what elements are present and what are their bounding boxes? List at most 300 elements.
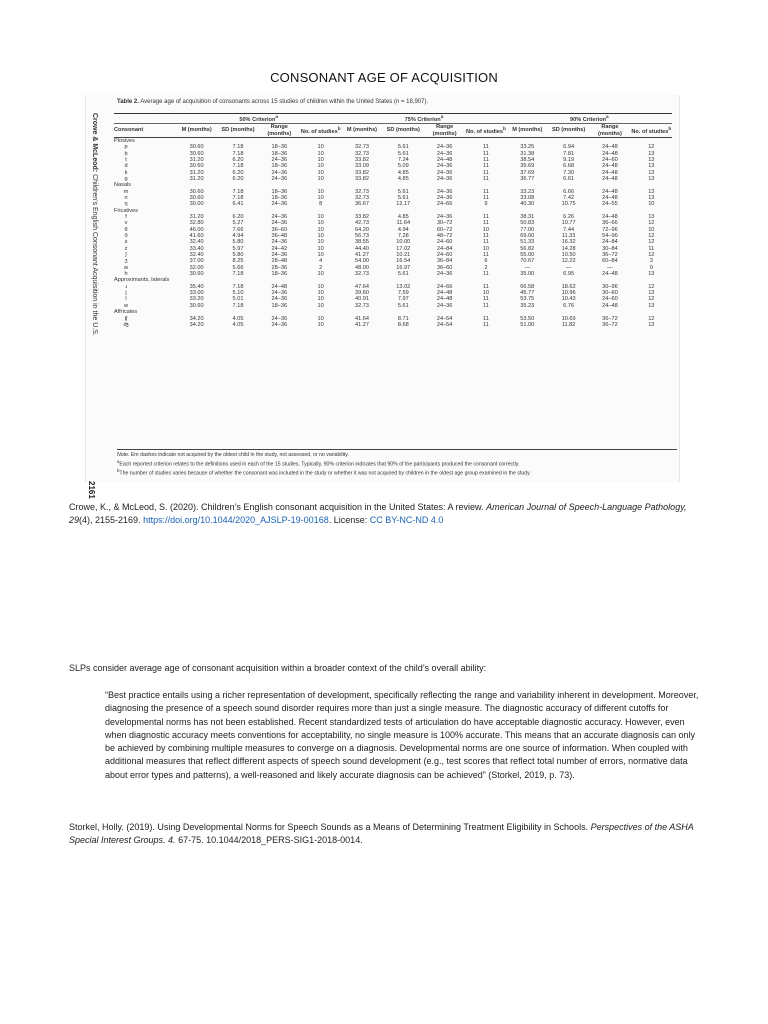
table-cell: 10.21 [396, 252, 411, 259]
table-cell: 11 [483, 156, 489, 163]
consonant-symbol: θ [124, 226, 128, 233]
table-cell: 6.20 [232, 169, 244, 176]
table-cell: 40.30 [520, 201, 535, 208]
table-cell: 5.80 [232, 239, 244, 246]
table-cell: 4.05 [232, 321, 244, 328]
table-cell: 30.60 [189, 163, 204, 170]
table-cell: 6.20 [232, 175, 244, 182]
table-cell: 24–36 [436, 271, 453, 278]
column-header: No. of studies$^b$ [465, 124, 506, 138]
citation-crowe-mcleod [69, 501, 709, 527]
table-cell: 12 [648, 239, 655, 246]
table-cell: 24–55 [602, 201, 618, 208]
spine-title: Children’s English Consonant Acquisition in the U.S. [91, 172, 98, 336]
table-cell: 31.20 [189, 214, 204, 221]
table-cell: 33.20 [189, 296, 204, 303]
table-cell: 11 [483, 214, 489, 221]
table-cell: 11 [483, 315, 489, 322]
consonant-symbol: f [125, 214, 127, 221]
table-cell: 24–36 [271, 156, 288, 163]
table-cell: 10 [317, 214, 324, 221]
table-cell: 7.18 [232, 163, 244, 170]
table-cell: 12 [648, 252, 655, 259]
consonant-symbol: t [125, 156, 127, 163]
column-header: No. of studies$^b$ [300, 124, 341, 138]
table-cell: 33.82 [354, 169, 369, 176]
consonant-symbol: ð [124, 233, 128, 240]
table-cell: 24–48 [602, 194, 618, 201]
acquisition-table [114, 113, 672, 328]
table-cell: 24–36 [436, 144, 453, 151]
table-cell: 37.00 [189, 258, 204, 265]
consonant-column-header: Consonant [114, 124, 176, 138]
table-cell: 11 [483, 188, 489, 195]
table-cell: 33.82 [354, 214, 369, 221]
table-cell: 10 [317, 169, 324, 176]
table-cell: 9.19 [563, 156, 575, 163]
table-cell: 32.40 [189, 252, 204, 259]
table-cell: 30.60 [189, 271, 204, 278]
table-cell: 10 [317, 271, 324, 278]
table-cell: 16.97 [396, 264, 411, 271]
table-cell: 32.73 [354, 150, 369, 157]
table-cell: 7.97 [397, 296, 409, 303]
table-cell: 4.94 [232, 233, 244, 240]
consonant-symbol: z [124, 245, 128, 252]
table-cell: 24–36 [436, 302, 453, 309]
table-cell: 6.20 [232, 214, 244, 221]
group-label: Nasals [114, 182, 132, 189]
table-cell: 6.94 [563, 144, 575, 151]
table-cell: 10 [317, 175, 324, 182]
table-cell: 24–48 [602, 214, 618, 221]
group-label: Fricatives [114, 207, 138, 214]
table-cell: 6.61 [563, 175, 575, 182]
column-header: Range (months) [424, 124, 465, 138]
citation1-authors: Crowe, K., & McLeod, S. (2020). Children’s English consonant acquisition in the United States: A review. [69, 502, 487, 512]
column-header: M (months) [341, 124, 382, 138]
spine-running-head [91, 113, 98, 336]
table-cell: 54–96 [602, 233, 618, 240]
table-cell: 48.00 [354, 264, 369, 271]
table-notes [117, 449, 677, 477]
table-cell: 24–36 [271, 252, 288, 259]
table-cell: — [565, 264, 572, 271]
consonant-symbol: d [124, 163, 128, 170]
table-cell: 8 [319, 201, 323, 208]
table-cell: 10 [317, 156, 324, 163]
table-cell: 11 [483, 220, 489, 227]
table-cell: 24–36 [271, 175, 288, 182]
table-cell: 34.20 [189, 315, 204, 322]
footnote-b: $^b$The number of studies varies because of whether the consonant was included in the study or whether it was not acquired by children in the oldest age group examined in the study. [117, 467, 531, 477]
table-cell: 56.73 [354, 233, 369, 240]
table-cell: 56.82 [520, 245, 535, 252]
consonant-symbol: v [124, 220, 128, 227]
table-cell: 4.05 [232, 315, 244, 322]
column-header: No. of studies$^b$ [631, 124, 672, 138]
table-cell: 30.60 [189, 194, 204, 201]
table-cell: 70.67 [520, 258, 535, 265]
group-label: Plosives [114, 137, 135, 144]
table-cell: 11 [483, 239, 489, 246]
table-cell: 3 [649, 258, 653, 265]
table-cell: 12 [648, 144, 655, 151]
table-cell: 10 [648, 226, 655, 233]
table-cell: 31.38 [520, 150, 535, 157]
table-cell: 5.61 [397, 144, 409, 151]
table-cell: 30–84 [602, 245, 618, 252]
table-cell: 11 [483, 321, 489, 328]
table-cell: 28–36 [271, 264, 288, 271]
table-cell: 6.20 [232, 156, 244, 163]
table-cell: 7.81 [563, 150, 575, 157]
table-cell: 35.40 [189, 283, 204, 290]
table-cell: 11 [483, 194, 489, 201]
table-cell: 6.26 [563, 214, 575, 221]
citation1-license-prefix: . License: [328, 515, 370, 525]
table-cell: 10 [317, 226, 324, 233]
table-cell: 37.69 [520, 169, 535, 176]
table-cell: 41.27 [354, 321, 369, 328]
table-cell: 38.55 [354, 239, 369, 246]
table-cell: 30–60 [602, 290, 618, 297]
table-cell: 9 [484, 201, 488, 208]
table-cell: 24–54 [436, 315, 453, 322]
consonant-symbol: w [123, 302, 129, 309]
scanned-table-figure [85, 95, 680, 499]
criterion-spacer [114, 114, 176, 124]
table-cell: 14.28 [561, 245, 576, 252]
table-cell: 24–84 [436, 245, 453, 252]
table-cell: 10 [482, 226, 490, 233]
table-cell: 66.58 [520, 283, 535, 290]
table-cell: 11.82 [561, 321, 576, 328]
table-cell: 50.83 [520, 220, 535, 227]
table-cell: 28–48 [271, 258, 288, 265]
consonant-symbol: p [124, 144, 128, 151]
table-cell: 12 [648, 283, 655, 290]
table-cell: 4.85 [397, 214, 409, 221]
table-cell: 36.67 [354, 201, 369, 208]
table-caption [117, 99, 428, 105]
table-cell: 10 [317, 163, 324, 170]
table-cell: 10 [317, 245, 324, 252]
table-cell: 7.18 [232, 188, 244, 195]
table-cell: 24–48 [602, 150, 618, 157]
table-cell: 24–36 [436, 214, 453, 221]
table-cell: 24–60 [436, 252, 453, 259]
table-cell: 2 [484, 264, 488, 271]
table-cell: 30.60 [189, 144, 204, 151]
table-cell: 30.60 [189, 150, 204, 157]
table-cell: 10.00 [396, 239, 411, 246]
table-cell: 18–36 [271, 302, 288, 309]
table-cell: 53.75 [520, 296, 535, 303]
table-cell: 11 [483, 163, 489, 170]
table-cell: 18.62 [561, 283, 576, 290]
table-cell: 31.20 [189, 169, 204, 176]
table-cell: 13 [648, 188, 655, 195]
column-header: M (months) [507, 124, 548, 138]
table-cell: 12 [648, 296, 655, 303]
table-cell: 13 [648, 290, 655, 297]
table-cell: 24–36 [436, 163, 453, 170]
table-cell: 24–48 [436, 296, 453, 303]
table-cell: 12 [648, 220, 655, 227]
table-cell: 11 [483, 175, 489, 182]
table-cell: 32.73 [354, 194, 369, 201]
table-cell: 24–66 [436, 283, 453, 290]
criterion-header: 50% Criterion$^a$ [176, 114, 341, 124]
consonant-symbol: ʃ [125, 252, 127, 259]
citation2-rest: 67-75. 10.1044/2018_PERS-SIG1-2018-0014. [175, 835, 363, 845]
table-cell: 24–36 [436, 150, 453, 157]
table-cell: 24–36 [271, 321, 288, 328]
table-cell: 10 [317, 296, 324, 303]
table-cell: 11 [483, 283, 489, 290]
table-cell: 32.73 [354, 302, 369, 309]
column-header: Range (months) [589, 124, 630, 138]
table-cell: 24–48 [436, 156, 453, 163]
citation2-journal: Perspectives of the ASHA Special Interest Groups. 4. [69, 822, 694, 845]
citation2-text: Storkel, Holly. (2019). Using Developmental Norms for Speech Sounds as a Means of Determining Treatment Eligibility in Schools. [69, 822, 591, 832]
table-cell: 10.77 [561, 220, 576, 227]
table-cell: 17.02 [396, 245, 411, 252]
table-cell: 36–72 [602, 321, 618, 328]
table-cell: 24–48 [602, 271, 618, 278]
table-cell: 36.77 [520, 175, 535, 182]
table-cell: 5.09 [397, 163, 409, 170]
table-cell: 10 [317, 144, 324, 151]
table-cell: 13 [648, 163, 655, 170]
table-cell: 7.44 [563, 226, 575, 233]
column-header: Range (months) [259, 124, 300, 138]
table-cell: 18–36 [271, 194, 288, 201]
consonant-symbol: ʤ [123, 321, 129, 328]
spine-authors: Crowe & McLeod: [91, 113, 98, 173]
consonant-symbol: s [124, 239, 128, 246]
table-cell: 16.54 [396, 258, 411, 265]
table-cell: 24–48 [602, 302, 618, 309]
column-header: SD (months) [383, 124, 424, 138]
table-cell: 24–36 [271, 201, 288, 208]
table-cell: 10.69 [561, 315, 576, 322]
table-cell: 10 [317, 302, 324, 309]
table-cell: 18–36 [271, 188, 288, 195]
table-cell: 69.00 [520, 233, 535, 240]
consonant-symbol: j [125, 290, 127, 297]
table-cell: 5.61 [397, 302, 409, 309]
table-cell: 6 [484, 258, 488, 265]
table-cell: 24–48 [602, 175, 618, 182]
table-cell: 41.60 [189, 233, 204, 240]
citation-storkel [69, 821, 709, 847]
table-cell: 5.27 [232, 220, 244, 227]
table-cell: 24–36 [271, 296, 288, 303]
table-cell: 24–60 [602, 156, 618, 163]
table-cell: 33.82 [354, 175, 369, 182]
column-header: SD (months) [217, 124, 258, 138]
table-cell: 8.68 [397, 321, 409, 328]
table-cell: 10 [317, 194, 324, 201]
table-cell: 24–36 [271, 169, 288, 176]
table-cell: 8.71 [397, 315, 409, 322]
table-cell: 11.64 [396, 220, 411, 227]
table-cell: 11 [483, 296, 489, 303]
journal-spine [84, 113, 100, 499]
table-cell: 36–66 [602, 220, 618, 227]
table-cell: 32.73 [354, 144, 369, 151]
table-row [114, 322, 672, 328]
table-cell: 10.50 [561, 252, 576, 259]
table-cell: 7.18 [232, 283, 244, 290]
citation1-license-link[interactable]: CC BY-NC-ND 4.0 [369, 515, 444, 525]
table-cell: 10 [317, 239, 324, 246]
table-cell: 24–48 [602, 169, 618, 176]
criterion-header: 75% Criterion$^a$ [341, 114, 506, 124]
footnote-a: $^a$Each reported criterion relates to the definitions used in each of the 15 studies. Typically, 90% criterion indicates that 90% of the participants produced the consonant correctly. [117, 458, 520, 468]
table-cell: 4.85 [397, 169, 409, 176]
table-cell: 10 [317, 321, 324, 328]
table-cell: 4 [319, 258, 323, 265]
table-cell: 24–54 [436, 321, 453, 328]
table-cell: 5.80 [232, 252, 244, 259]
table-cell: 10 [317, 150, 324, 157]
table-cell: 33.25 [520, 144, 535, 151]
citation1-doi-link[interactable]: https://doi.org/10.1044/2020_AJSLP-19-00168 [143, 515, 329, 525]
table-cell: 11 [648, 245, 655, 252]
table-cell: 18–36 [271, 163, 288, 170]
table-cell: 24–36 [436, 188, 453, 195]
table-cell: 30–72 [436, 220, 453, 227]
table-cell: 7.28 [397, 233, 409, 240]
table-cell: 60–84 [602, 258, 618, 265]
note-label: Note. [117, 452, 130, 458]
table-cell: 36–48 [271, 233, 288, 240]
table-cell: 10 [317, 290, 324, 297]
table-cell: 24–60 [436, 239, 453, 246]
table-cell: 33.09 [354, 163, 369, 170]
table-cell: 32.80 [189, 220, 204, 227]
table-cell: 77.00 [520, 226, 535, 233]
table-cell: 10.96 [561, 290, 576, 297]
table-cell: 36–60 [271, 226, 288, 233]
consonant-symbol: g [124, 175, 128, 182]
table-cell: — [607, 264, 613, 271]
table-cell: 24–48 [602, 163, 618, 170]
table-cell: 38.31 [520, 214, 535, 221]
table-cell: 51.00 [520, 321, 535, 328]
page-title: CONSONANT AGE OF ACQUISITION [270, 70, 498, 85]
table-cell: 51.33 [520, 239, 535, 246]
table-cell: 7.18 [232, 144, 244, 151]
table-cell: 32.73 [354, 188, 369, 195]
table-cell: 13 [648, 194, 655, 201]
table-cell: 11.33 [561, 233, 576, 240]
table-cell: 35.00 [520, 271, 535, 278]
table-cell: 2 [319, 264, 323, 271]
table-cell: 11 [483, 144, 489, 151]
table-cell: 6.76 [563, 302, 575, 309]
table-cell: 24–36 [436, 169, 453, 176]
table-cell: 30.60 [189, 188, 204, 195]
table-cell: 10.43 [561, 296, 576, 303]
table-cell: 44.40 [354, 245, 369, 252]
consonant-symbol: h [124, 271, 128, 278]
table-cell: 32.40 [189, 239, 204, 246]
table-cell: 11 [483, 271, 489, 278]
table-cell: 10 [317, 283, 324, 290]
table-cell: 24–48 [436, 290, 453, 297]
note-text: Em dashes indicate not acquired by the oldest child in the study, not assessed, or no variability. [129, 452, 349, 458]
citation1-issue: (4), 2155-2169. [79, 515, 144, 525]
table-cell: 38.54 [520, 156, 535, 163]
table-cell: 24–42 [271, 245, 288, 252]
table-cell: 35.23 [520, 302, 535, 309]
table-cell: 7.18 [232, 302, 244, 309]
criterion-header: 90% Criterion$^a$ [507, 114, 672, 124]
table-cell: 24–36 [271, 214, 288, 221]
table-cell: 36–84 [436, 258, 453, 265]
consonant-symbol: ʧ [124, 315, 128, 322]
table-cell: 24–48 [271, 283, 288, 290]
table-cell: 11 [483, 233, 489, 240]
intro-paragraph: SLPs consider average age of consonant acquisition within a broader context of the child’s overall ability: [69, 663, 487, 673]
table-cell: 12 [648, 233, 655, 240]
table-cell: 18–36 [271, 144, 288, 151]
table-cell: 7.24 [397, 156, 409, 163]
table-cell: 33.00 [189, 290, 204, 297]
table-cell: 10 [317, 220, 324, 227]
table-cell: 8.25 [232, 258, 244, 265]
table-caption-text: Average age of acquisition of consonants across 15 studies of children within the United States (n = 18,907). [138, 99, 429, 105]
table-cell: 40.91 [354, 296, 369, 303]
table-cell: 7.18 [232, 194, 244, 201]
table-cell: 30.00 [189, 201, 204, 208]
consonant-symbol: n [124, 194, 128, 201]
table-cell: 6.95 [563, 271, 575, 278]
table-cell: 64.20 [354, 226, 369, 233]
table-cell: 7.66 [232, 226, 244, 233]
table-cell: 33.23 [520, 188, 535, 195]
table-cell: 13 [648, 150, 655, 157]
table-cell: 11 [483, 150, 489, 157]
table-cell: 12 [648, 315, 655, 322]
citation1-journal: American Journal of Speech-Language Pathology, 29 [69, 502, 687, 525]
table-cell: 24–66 [436, 201, 453, 208]
table-cell: 13 [648, 271, 655, 278]
table-cell: 7.18 [232, 271, 244, 278]
table-cell: 0 [649, 264, 653, 271]
table-cell: 4.85 [397, 175, 409, 182]
table-cell: 24–36 [271, 290, 288, 297]
table-cell: 10 [317, 315, 324, 322]
table-cell: 46.00 [189, 226, 204, 233]
table-cell: 35.69 [520, 163, 535, 170]
table-cell: 41.64 [354, 315, 369, 322]
table-cell: 13 [648, 321, 655, 328]
table-cell: 7.42 [563, 194, 575, 201]
table-cell: 13 [648, 302, 655, 309]
table-cell: 30–96 [602, 283, 618, 290]
consonant-symbol: l [125, 296, 127, 303]
table-cell: 24–36 [271, 239, 288, 246]
table-cell: 12.22 [561, 258, 576, 265]
table-cell: 5.97 [232, 245, 244, 252]
table-cell: 32.73 [354, 271, 369, 278]
table-cell: 18–36 [271, 150, 288, 157]
